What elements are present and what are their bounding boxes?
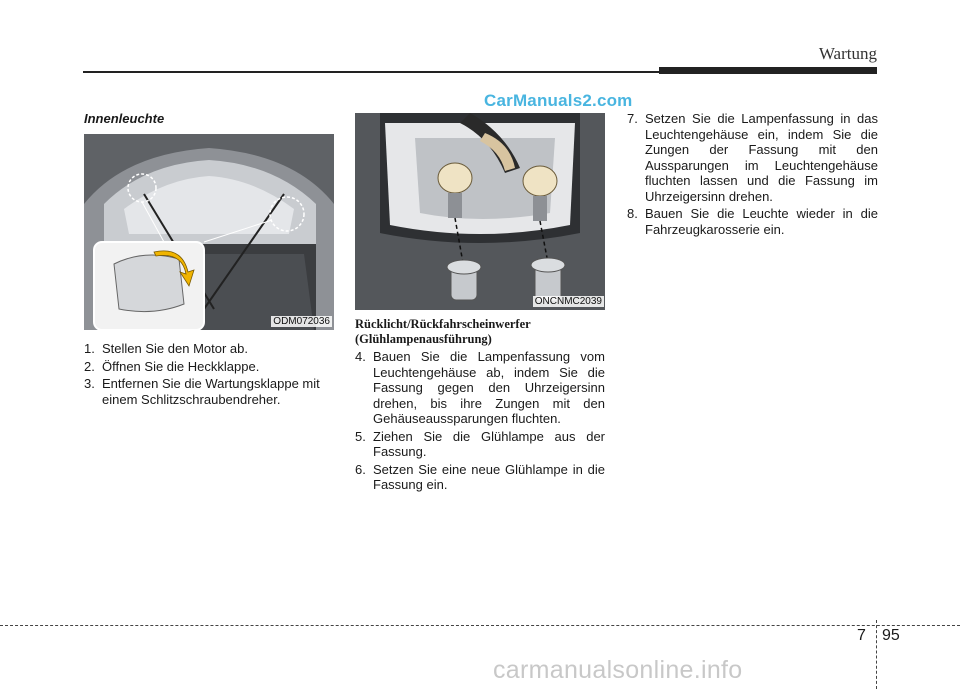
- footer-divider: [876, 620, 877, 689]
- tail-light-heading: Rücklicht/Rückfahrscheinwerfer (Glühlampenausführung): [355, 317, 531, 346]
- step-8: 8. Bauen Sie die Leuchte wieder in die Fahrzeugkarosserie ein.: [627, 206, 878, 237]
- figure-code-2: ONCNMC2039: [534, 296, 602, 307]
- watermark-bottom[interactable]: carmanualsonline.info: [493, 656, 743, 684]
- tailgate-figure: [84, 134, 334, 330]
- tailgate-illustration: [84, 134, 334, 330]
- header-rule-accent: [659, 67, 877, 74]
- steps-column-3: [627, 111, 878, 239]
- steps-column-1: [84, 341, 334, 409]
- page-number: 95: [882, 627, 900, 644]
- step-7: 7. Setzen Sie die Lampenfassung in das Leuchtengehäuse ein, indem Sie die Zungen der Fassung mit den Aussparungen im Leuchtengehäuse fluchten lassen und die Fassung im Uhrzeigersinn drehen.: [627, 111, 878, 204]
- figure-code-1: ODM072036: [273, 316, 330, 327]
- steps-column-2: [355, 349, 605, 495]
- chapter-number: 7: [857, 627, 866, 644]
- footer-rule: [0, 625, 960, 626]
- step-4: 4. Bauen Sie die Lampenfassung vom Leuchtengehäuse ab, indem Sie die Fassung gegen den Uhrzeigersinn drehen, bis ihre Zungen mit den Gehäuseaussparungen fluchten.: [355, 349, 605, 426]
- lamp-socket-illustration: [355, 113, 605, 310]
- step-6: 6. Setzen Sie eine neue Glühlampe in die Fassung ein.: [355, 461, 605, 492]
- section-title: Wartung: [818, 44, 877, 63]
- header-rule: [83, 71, 659, 73]
- step-1: 1. Stellen Sie den Motor ab.: [84, 341, 248, 356]
- step-3: 3. Entfernen Sie die Wartungsklappe mit einem Schlitzschraubendreher.: [84, 376, 320, 407]
- lamp-socket-figure: [355, 113, 605, 310]
- step-2: 2. Öffnen Sie die Heckklappe.: [84, 358, 260, 374]
- watermark-top[interactable]: CarManuals2.com: [484, 91, 633, 110]
- interior-light-heading: Innenleuchte: [84, 111, 165, 126]
- step-5: 5. Ziehen Sie die Glühlampe aus der Fassung.: [355, 428, 605, 459]
